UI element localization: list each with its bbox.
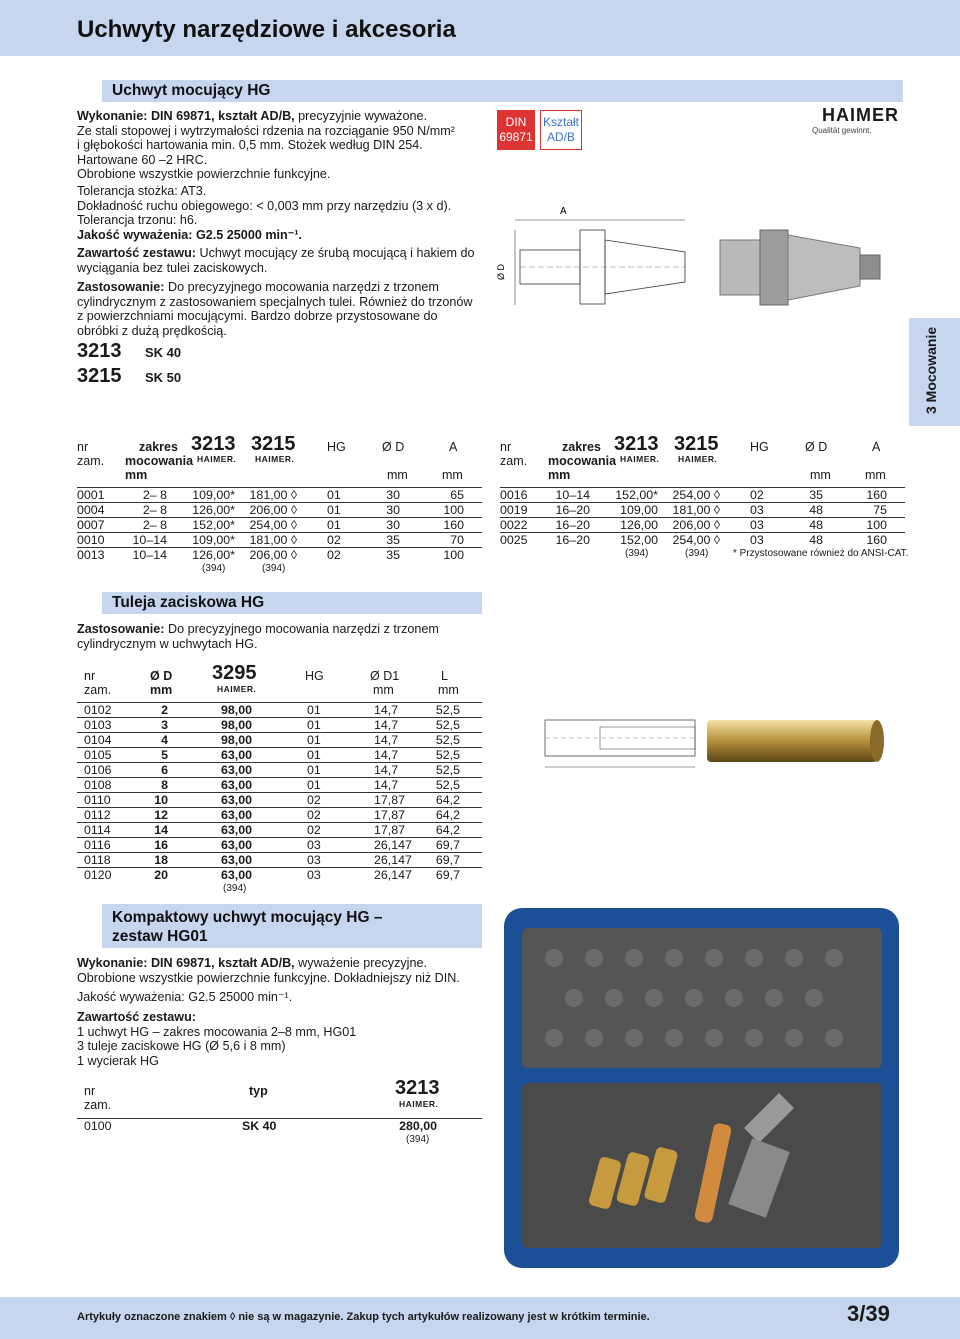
cell: 63,00 — [220, 793, 252, 807]
table-row — [77, 702, 482, 717]
usage-text-2: cylindrycznym w uchwytach HG. — [77, 636, 258, 651]
chapter-tab[interactable] — [909, 318, 960, 426]
cell: 0022 — [500, 518, 528, 532]
col-mm: mm — [548, 468, 571, 482]
set-contents-label: Zawartość zestawu: — [77, 246, 196, 260]
cell: 152,00* — [192, 518, 235, 532]
cell: 35 — [386, 548, 400, 562]
cell: 0116 — [84, 838, 111, 852]
cell: 18 — [154, 853, 168, 867]
table-row — [77, 762, 482, 777]
table-row — [77, 867, 482, 882]
col-zam: zam. — [84, 1098, 112, 1112]
cell: 63,00 — [220, 868, 252, 882]
din-badge — [497, 110, 535, 150]
description-bold: Wykonanie: DIN 69871, kształt AD/B, — [77, 109, 295, 123]
page-ref: (394) — [685, 548, 709, 559]
cell: 2– 8 — [142, 503, 167, 517]
brand-tagline: Qualität gewinnt. — [812, 126, 872, 135]
cell: 14 — [154, 823, 168, 837]
cell: 02 — [307, 793, 321, 807]
spec-line: Dokładność ruchu obiegowego: < 0,003 mm przy narzędziu (3 x d). — [77, 198, 452, 213]
cell: 02 — [307, 823, 321, 837]
cell: 98,00 — [220, 733, 252, 747]
page-ref: (394) — [262, 563, 286, 574]
cell: 10 — [154, 793, 168, 807]
col-3213: 3213 — [191, 433, 236, 455]
cell: 14,7 — [374, 778, 399, 792]
cell: 0105 — [84, 748, 112, 762]
col-mocowania: mocowania — [125, 454, 194, 468]
cell: 01 — [307, 778, 321, 792]
col-nr: nr — [500, 440, 512, 454]
cell: 0114 — [84, 823, 111, 837]
table-row — [77, 747, 482, 762]
section3-title-2: zestaw HG01 — [112, 928, 208, 945]
shape-value: AD/B — [546, 130, 575, 144]
cell: 03 — [750, 533, 764, 547]
cell: 4 — [161, 733, 168, 747]
cell: 0004 — [77, 503, 105, 517]
cell: 52,5 — [435, 763, 460, 777]
cell: 160 — [866, 488, 887, 502]
cell: 20 — [154, 868, 168, 882]
cell: 3 — [161, 718, 168, 732]
cell: 6 — [161, 763, 168, 777]
cell: 109,00* — [192, 533, 235, 547]
cell: 98,00 — [220, 703, 252, 717]
cell: 16–20 — [555, 518, 590, 532]
cell: 0108 — [84, 778, 112, 792]
haimer-mark: HAIMER. — [678, 454, 718, 464]
set-contents — [77, 246, 475, 261]
dim-a-label: A — [560, 206, 567, 217]
din-number: 69871 — [499, 130, 533, 144]
section3-title-1: Kompaktowy uchwyt mocujący HG – — [112, 909, 383, 926]
cell: 02 — [327, 548, 341, 562]
cell: 152,00 — [620, 533, 658, 547]
table-row — [77, 777, 482, 792]
col-3215: 3215 — [251, 433, 296, 455]
brand-logo: HAIMER — [822, 105, 899, 125]
cell: 63,00 — [220, 823, 252, 837]
cell: 01 — [327, 488, 341, 502]
cell: 35 — [386, 533, 400, 547]
description-text: Obrobione wszystkie powierzchnie funkcyjne. — [77, 167, 331, 182]
haimer-mark: HAIMER. — [197, 454, 237, 464]
col-d1-mm: mm — [373, 683, 394, 697]
cell: 0019 — [500, 503, 528, 517]
col-hg: HG — [305, 669, 324, 683]
usage-text-line: cylindrycznym z zastosowaniem specjalnych tulei. Również do trzonów — [77, 294, 473, 309]
cell: 0110 — [84, 793, 111, 807]
cell: 126,00 — [620, 518, 658, 532]
cell: 26,147 — [374, 853, 412, 867]
col-diameter: Ø D — [382, 440, 405, 454]
haimer-mark: HAIMER. — [620, 454, 660, 464]
cell: 30 — [386, 518, 400, 532]
description-line — [77, 124, 455, 139]
cell: 0104 — [84, 733, 112, 747]
cell: 14,7 — [374, 733, 399, 747]
col-l: L — [441, 669, 448, 683]
usage-label: Zastosowanie: — [77, 622, 165, 636]
description-text: i głębokości hartowania min. 0,5 mm. Stożek według DIN 254. — [77, 138, 423, 153]
cell: 0001 — [77, 488, 105, 502]
page-ref: (394) — [202, 563, 226, 574]
table-row — [77, 517, 482, 532]
cell: 0016 — [500, 488, 528, 502]
footer-note: Artykuły oznaczone znakiem ◊ nie są w magazynie. Zakup tych artykułów realizowany jest w krótkim terminie. — [77, 1311, 650, 1323]
table-row — [500, 502, 905, 517]
col-zam: zam. — [500, 454, 528, 468]
cell: 48 — [809, 503, 823, 517]
description-text: Hartowane 60 –2 HRC. — [77, 152, 208, 167]
description-line — [77, 138, 423, 153]
cell: 181,00 ◊ — [249, 533, 297, 547]
cell: 0013 — [77, 548, 105, 562]
col-a: A — [449, 440, 458, 454]
cell: 17,87 — [374, 793, 406, 807]
product-code-label: SK 40 — [145, 345, 182, 360]
col-a-mm: mm — [442, 468, 463, 482]
cell: 63,00 — [220, 763, 252, 777]
col-zam: zam. — [77, 454, 105, 468]
col-mm: mm — [125, 468, 148, 482]
page-ref: (394) — [625, 548, 649, 559]
table-row — [77, 807, 482, 822]
page-number: 3/39 — [847, 1301, 890, 1326]
cell: 181,00 ◊ — [249, 488, 297, 502]
cell: 126,00* — [192, 503, 235, 517]
col-hg: HG — [327, 440, 346, 454]
description-text: Ze stali stopowej i wytrzymałości rdzenia na rozciąganie 950 N/mm² — [77, 123, 455, 138]
cell: 26,147 — [374, 868, 412, 882]
cell: 52,5 — [435, 718, 460, 732]
table-row — [77, 717, 482, 732]
cell: 0118 — [84, 853, 111, 867]
col-3213: 3213 — [395, 1077, 440, 1099]
cell: 0100 — [84, 1119, 112, 1133]
description-line — [77, 153, 207, 168]
table-row — [77, 822, 482, 837]
section3-description — [77, 956, 460, 985]
cell: 03 — [307, 853, 321, 867]
cell: 01 — [327, 503, 341, 517]
cell: 14,7 — [374, 718, 399, 732]
cell: 254,00 ◊ — [672, 488, 720, 502]
collet-photo — [705, 712, 905, 772]
cell: 0025 — [500, 533, 528, 547]
cell: 0102 — [84, 703, 112, 717]
haimer-mark: HAIMER. — [255, 454, 295, 464]
cell: 48 — [809, 518, 823, 532]
usage-text: Do precyzyjnego mocowania narzędzi z trzonem — [164, 622, 439, 636]
cell: 206,00 ◊ — [672, 518, 720, 532]
section3-contents — [77, 1010, 356, 1068]
cell: 26,147 — [374, 838, 412, 852]
col-3215: 3215 — [674, 433, 719, 455]
cell: 75 — [873, 503, 887, 517]
col-d-mm: mm — [810, 468, 831, 482]
cell: 69,7 — [435, 853, 460, 867]
cell: 63,00 — [220, 853, 252, 867]
col-nr: nr — [84, 669, 96, 683]
set-contents-text: Uchwyt mocujący ze śrubą mocującą i hakiem do — [195, 246, 475, 260]
usage — [77, 280, 439, 295]
cell: 63,00 — [220, 808, 252, 822]
cell: 52,5 — [435, 778, 460, 792]
cell: 64,2 — [435, 823, 460, 837]
section2-usage — [77, 622, 439, 651]
cell: 16–20 — [555, 503, 590, 517]
col-zakres: zakres — [139, 440, 178, 454]
table-row — [77, 532, 482, 547]
col-nr: nr — [77, 440, 89, 454]
case-photo — [494, 903, 904, 1275]
usage-text: Do precyzyjnego mocowania narzędzi z trzonem — [164, 280, 439, 294]
col-typ: typ — [249, 1084, 268, 1098]
cell: 109,00 — [620, 503, 658, 517]
cell: 03 — [750, 518, 764, 532]
cell: 65 — [450, 488, 464, 502]
contents-label: Zawartość zestawu: — [77, 1010, 196, 1024]
cell: 160 — [866, 533, 887, 547]
cell: 0120 — [84, 868, 112, 882]
cell: 64,2 — [435, 793, 460, 807]
section2-title-bar — [102, 592, 482, 614]
col-mocowania: mocowania — [548, 454, 617, 468]
functional-surfaces: Obrobione wszystkie powierzchnie funkcyjne. Dokładniejszy niż DIN. — [77, 970, 460, 985]
cell: 2– 8 — [142, 488, 167, 502]
cell: 206,00 ◊ — [249, 548, 297, 562]
cell: 64,2 — [435, 808, 460, 822]
cell: 100 — [443, 548, 464, 562]
cell: 10–14 — [132, 533, 167, 547]
contents-line: 3 tuleje zaciskowe HG (Ø 5,6 i 8 mm) — [77, 1039, 286, 1054]
cell: 100 — [443, 503, 464, 517]
section-title: Uchwyt mocujący HG — [112, 82, 271, 99]
table-row — [77, 852, 482, 867]
col-zakres: zakres — [562, 440, 601, 454]
contents-line: 1 uchwyt HG – zakres mocowania 2–8 mm, HG01 — [77, 1024, 357, 1039]
cell: 16 — [154, 838, 168, 852]
col-diameter: Ø D — [805, 440, 828, 454]
section2-title: Tuleja zaciskowa HG — [112, 594, 265, 611]
description-text: precyzyjnie wyważone. — [294, 109, 427, 123]
cell: 181,00 ◊ — [672, 503, 720, 517]
execution-label: Wykonanie: DIN 69871, kształt AD/B, — [77, 956, 295, 970]
product-code: 3215 — [77, 365, 122, 387]
cell: 5 — [161, 748, 168, 762]
cell: 17,87 — [374, 808, 406, 822]
page-footer — [0, 1297, 960, 1339]
cell: 69,7 — [435, 868, 460, 882]
cell: 01 — [307, 733, 321, 747]
cell: 03 — [750, 503, 764, 517]
cell: 63,00 — [220, 778, 252, 792]
section3-title-bar — [102, 904, 482, 948]
table-row — [77, 502, 482, 517]
set-contents-text-2: wyciągania bez tulei zaciskowych. — [77, 260, 268, 275]
cell: 0103 — [84, 718, 112, 732]
tool-holder-illustration — [495, 200, 905, 320]
cell: 01 — [307, 703, 321, 717]
footnote: * Przystosowane również do ANSI-CAT. — [733, 548, 909, 559]
cell: 254,00 ◊ — [249, 518, 297, 532]
usage-label: Zastosowanie: — [77, 280, 165, 294]
cell: 48 — [809, 533, 823, 547]
cell: 0106 — [84, 763, 112, 777]
col-a-mm: mm — [865, 468, 886, 482]
page-ref: (394) — [406, 1134, 430, 1145]
table-row — [500, 517, 905, 532]
cell: 14,7 — [374, 763, 399, 777]
table-row — [500, 532, 905, 547]
cell: 52,5 — [435, 703, 460, 717]
section3-balance: Jakość wyważenia: G2.5 25000 min⁻¹. — [77, 990, 293, 1004]
din-label: DIN — [505, 115, 527, 129]
table-row — [77, 837, 482, 852]
balance-quality: Jakość wyważenia: G2.5 25000 min⁻¹. — [77, 227, 303, 242]
cell: 12 — [154, 808, 168, 822]
col-3295: 3295 — [212, 662, 257, 684]
cell: 63,00 — [220, 748, 252, 762]
contents-line: 1 wycierak HG — [77, 1053, 159, 1068]
product-code: 3213 — [77, 340, 122, 362]
page-title: Uchwyty narzędziowe i akcesoria — [77, 16, 456, 43]
col-hg: HG — [750, 440, 769, 454]
cell: 280,00 — [399, 1119, 437, 1133]
cell: 02 — [327, 533, 341, 547]
page-ref: (394) — [223, 883, 247, 894]
cell: 100 — [866, 518, 887, 532]
usage-text-line: obróbki z dużą prędkością. — [77, 323, 227, 338]
shape-label: Kształt — [542, 115, 579, 129]
cell: 01 — [327, 518, 341, 532]
haimer-mark: HAIMER. — [217, 684, 257, 694]
table-row — [500, 487, 905, 502]
col-nr: nr — [84, 1084, 96, 1098]
cell: 03 — [307, 868, 321, 882]
cell: 8 — [161, 778, 168, 792]
cell: 70 — [450, 533, 464, 547]
cell: 0112 — [84, 808, 111, 822]
table-row — [77, 547, 482, 562]
cell: 02 — [307, 808, 321, 822]
cell: 02 — [750, 488, 764, 502]
page-header — [0, 0, 960, 56]
col-diameter: Ø D — [150, 669, 173, 683]
dim-d-label: Ø D — [496, 263, 506, 280]
cell: 98,00 — [220, 718, 252, 732]
cell: 17,87 — [374, 823, 406, 837]
col-d1: Ø D1 — [370, 669, 400, 683]
cell: 10–14 — [132, 548, 167, 562]
cell: 152,00* — [615, 488, 658, 502]
cell: 160 — [443, 518, 464, 532]
cell: 63,00 — [220, 838, 252, 852]
cell: SK 40 — [242, 1119, 277, 1133]
cell: 01 — [307, 718, 321, 732]
cell: 126,00* — [192, 548, 235, 562]
table-row — [77, 732, 482, 747]
description-line — [77, 109, 427, 124]
cell: 52,5 — [435, 748, 460, 762]
cell: 16–20 — [555, 533, 590, 547]
col-zam: zam. — [84, 683, 112, 697]
cell: 2 — [161, 703, 168, 717]
table-row — [77, 1118, 482, 1133]
cell: 0007 — [77, 518, 105, 532]
table-row — [77, 792, 482, 807]
chapter-tab-label: 3 Mocowanie — [923, 326, 939, 414]
cell: 01 — [307, 763, 321, 777]
cell: 03 — [307, 838, 321, 852]
spec-line: Tolerancja trzonu: h6. — [77, 213, 198, 228]
product-code-label: SK 50 — [145, 370, 182, 385]
section-title-bar — [102, 80, 903, 102]
cell: 14,7 — [374, 748, 399, 762]
cell: 52,5 — [435, 733, 460, 747]
cell: 2– 8 — [142, 518, 167, 532]
col-mm: mm — [150, 683, 173, 697]
cell: 69,7 — [435, 838, 460, 852]
cell: 206,00 ◊ — [249, 503, 297, 517]
usage-text-line: z powierzchniami mocującymi. Bardzo dobrze przystosowane do — [77, 309, 438, 324]
cell: 14,7 — [374, 703, 399, 717]
description-line — [77, 167, 330, 182]
cell: 0010 — [77, 533, 105, 547]
col-l-mm: mm — [438, 683, 459, 697]
cell: 35 — [809, 488, 823, 502]
table-row — [77, 487, 482, 502]
execution-text: wyważenie precyzyjne. — [294, 956, 427, 970]
haimer-mark: HAIMER. — [399, 1099, 439, 1109]
cell: 30 — [386, 503, 400, 517]
cell: 10–14 — [555, 488, 590, 502]
cell: 01 — [307, 748, 321, 762]
cell: 30 — [386, 488, 400, 502]
cell: 254,00 ◊ — [672, 533, 720, 547]
spec-line: Tolerancja stożka: AT3. — [77, 184, 207, 198]
col-d-mm: mm — [387, 468, 408, 482]
col-3213: 3213 — [614, 433, 659, 455]
shape-badge — [540, 110, 582, 150]
cell: 109,00* — [192, 488, 235, 502]
col-a: A — [872, 440, 881, 454]
